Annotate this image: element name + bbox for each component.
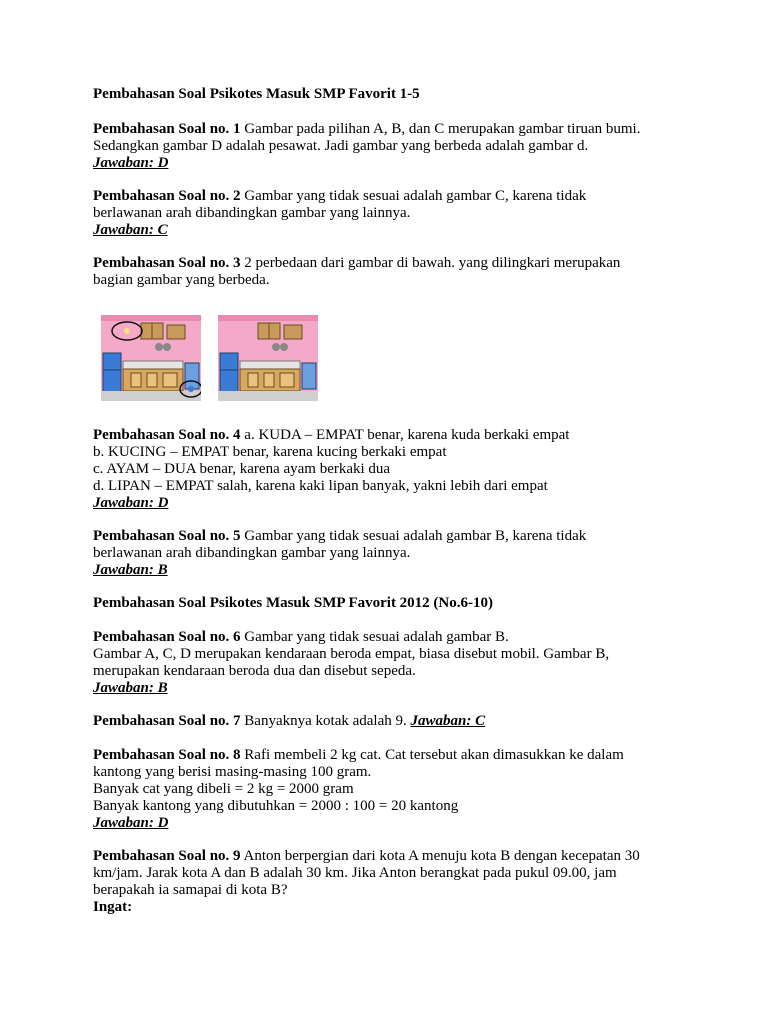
- heading-section-2: [93, 595, 693, 612]
- question-title: Pembahasan Soal no. 7: [93, 713, 241, 729]
- text-line: a. KUDA – EMPAT benar, karena kuda berkaki empat: [244, 427, 570, 443]
- text-line: Banyak cat yang dibeli = 2 kg = 2000 gram: [93, 781, 354, 797]
- text-line: bagian gambar yang berbeda.: [93, 272, 270, 288]
- text-line: Rafi membeli 2 kg cat. Cat tersebut akan dimasukkan ke dalam: [244, 747, 624, 763]
- discussion-q1: [93, 121, 693, 172]
- answer-label: Jawaban: C: [410, 713, 486, 729]
- answer-label: Jawaban: B: [93, 680, 168, 696]
- heading-section-1: [93, 86, 693, 103]
- discussion-q4: [93, 427, 693, 512]
- answer-label: Jawaban: C: [93, 222, 168, 238]
- text-line: c. AYAM – DUA benar, karena ayam berkaki dua: [93, 461, 391, 477]
- discussion-q2: [93, 188, 693, 239]
- discussion-q8: [93, 747, 693, 832]
- answer-label: Jawaban: D: [93, 155, 169, 171]
- text-line: d. LIPAN – EMPAT salah, karena kaki lipan banyak, yakni lebih dari empat: [93, 478, 548, 494]
- discussion-q6: [93, 629, 693, 697]
- answer-label: Jawaban: D: [93, 815, 169, 831]
- question-title: Pembahasan Soal no. 2: [93, 188, 241, 204]
- question-title: Pembahasan Soal no. 8: [93, 747, 241, 763]
- question-title: Pembahasan Soal no. 9: [93, 848, 241, 864]
- text-line: Gambar A, C, D merupakan kendaraan beroda empat, biasa disebut mobil. Gambar B,: [93, 646, 610, 662]
- text-line: Gambar yang tidak sesuai adalah gambar B.: [244, 629, 509, 645]
- discussion-q3: [93, 255, 693, 289]
- section-heading: Pembahasan Soal Psikotes Masuk SMP Favorit 1-5: [93, 86, 420, 102]
- text-line: kantong yang berisi masing-masing 100 gram.: [93, 764, 372, 780]
- text-line: 2 perbedaan dari gambar di bawah. yang dilingkari merupakan: [244, 255, 621, 271]
- answer-label: Jawaban: D: [93, 495, 169, 511]
- question-title: Pembahasan Soal no. 4: [93, 427, 241, 443]
- text-line: Gambar yang tidak sesuai adalah gambar C, karena tidak: [244, 188, 587, 204]
- note-label: Ingat:: [93, 899, 133, 915]
- text-line: b. KUCING – EMPAT benar, karena kucing berkaki empat: [93, 444, 447, 460]
- section-heading: Pembahasan Soal Psikotes Masuk SMP Favorit 2012 (No.6-10): [93, 595, 494, 611]
- question-title: Pembahasan Soal no. 3: [93, 255, 241, 271]
- kitchen-comparison-images: [101, 315, 327, 401]
- text-line: Banyak kantong yang dibutuhkan = 2000 : 100 = 20 kantong: [93, 798, 459, 814]
- text-line: Sedangkan gambar D adalah pesawat. Jadi gambar yang berbeda adalah gambar d.: [93, 138, 589, 154]
- question-title: Pembahasan Soal no. 1: [93, 121, 241, 137]
- discussion-q5: [93, 528, 693, 579]
- answer-label: Jawaban: B: [93, 562, 168, 578]
- text-line: Gambar pada pilihan A, B, dan C merupakan gambar tiruan bumi.: [244, 121, 641, 137]
- discussion-q7: [93, 713, 693, 730]
- text-line: km/jam. Jarak kota A dan B adalah 30 km. Jika Anton berangkat pada pukul 09.00, jam: [93, 865, 617, 881]
- question-title: Pembahasan Soal no. 6: [93, 629, 241, 645]
- text-line: merupakan kendaraan beroda dua dan disebut sepeda.: [93, 663, 416, 679]
- kitchen-image-right: [218, 315, 318, 401]
- discussion-q9: [93, 848, 693, 916]
- text-line: berapakah ia samapai di kota B?: [93, 882, 288, 898]
- text-line: berlawanan arah dibandingkan gambar yang lainnya.: [93, 545, 411, 561]
- question-title: Pembahasan Soal no. 5: [93, 528, 241, 544]
- kitchen-image-left: [101, 315, 201, 401]
- text-line: Anton berpergian dari kota A menuju kota B dengan kecepatan 30: [243, 848, 640, 864]
- text-line: Banyaknya kotak adalah 9.: [244, 713, 407, 729]
- text-line: Gambar yang tidak sesuai adalah gambar B, karena tidak: [244, 528, 587, 544]
- text-line: berlawanan arah dibandingkan gambar yang lainnya.: [93, 205, 411, 221]
